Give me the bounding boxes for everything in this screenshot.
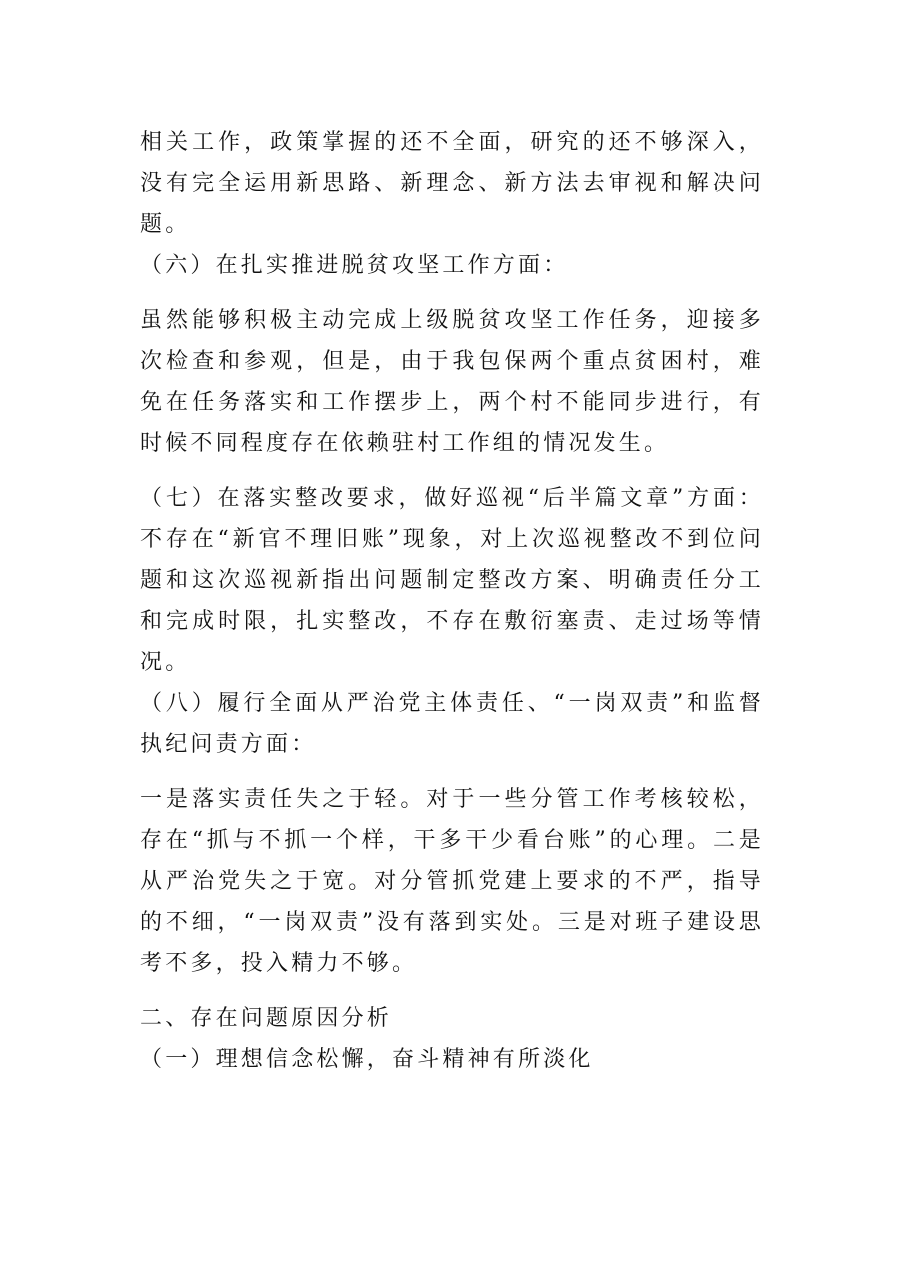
- subheading-six: （六）在扎实推进脱贫攻坚工作方面：: [140, 253, 569, 278]
- subheading-eight: （八）履行全面从严治党主体责任、“一岗双责”和监督执纪问责方面：: [140, 691, 764, 757]
- document-body: [140, 122, 764, 1080]
- paragraph-continuation: 相关工作，政策掌握的还不全面，研究的还不够深入，没有完全运用新思路、新理念、新方法去审视和解决问题。: [140, 130, 764, 237]
- paragraph-responsibility: 一是落实责任失之于轻。对于一些分管工作考核较松，存在“抓与不抓一个样，干多干少看台账”的心理。二是从严治党失之于宽。对分管抓党建上要求的不严，指导的不细，“一岗双责”没有落到实处。三是对班子建设思考不多，投入精力不够。: [140, 787, 764, 976]
- paragraph-poverty-alleviation: 虽然能够积极主动完成上级脱贫攻坚工作任务，迎接多次检查和参观，但是，由于我包保两个重点贫困村，难免在任务落实和工作摆步上，两个村不能同步进行，有时候不同程度存在依赖驻村工作组的情况发生。: [140, 308, 764, 456]
- section-heading-cause-analysis: 二、存在问题原因分析: [140, 1006, 393, 1031]
- subheading-one: （一）理想信念松懈，奋斗精神有所淡化: [140, 1047, 594, 1072]
- paragraph-rectification: （七）在落实整改要求，做好巡视“后半篇文章”方面：不存在“新官不理旧账”现象，对上次巡视整改不到位问题和这次巡视新指出问题制定整改方案、明确责任分工和完成时限，扎实整改，不存在敷衍塞责、走过场等情况。: [140, 486, 764, 675]
